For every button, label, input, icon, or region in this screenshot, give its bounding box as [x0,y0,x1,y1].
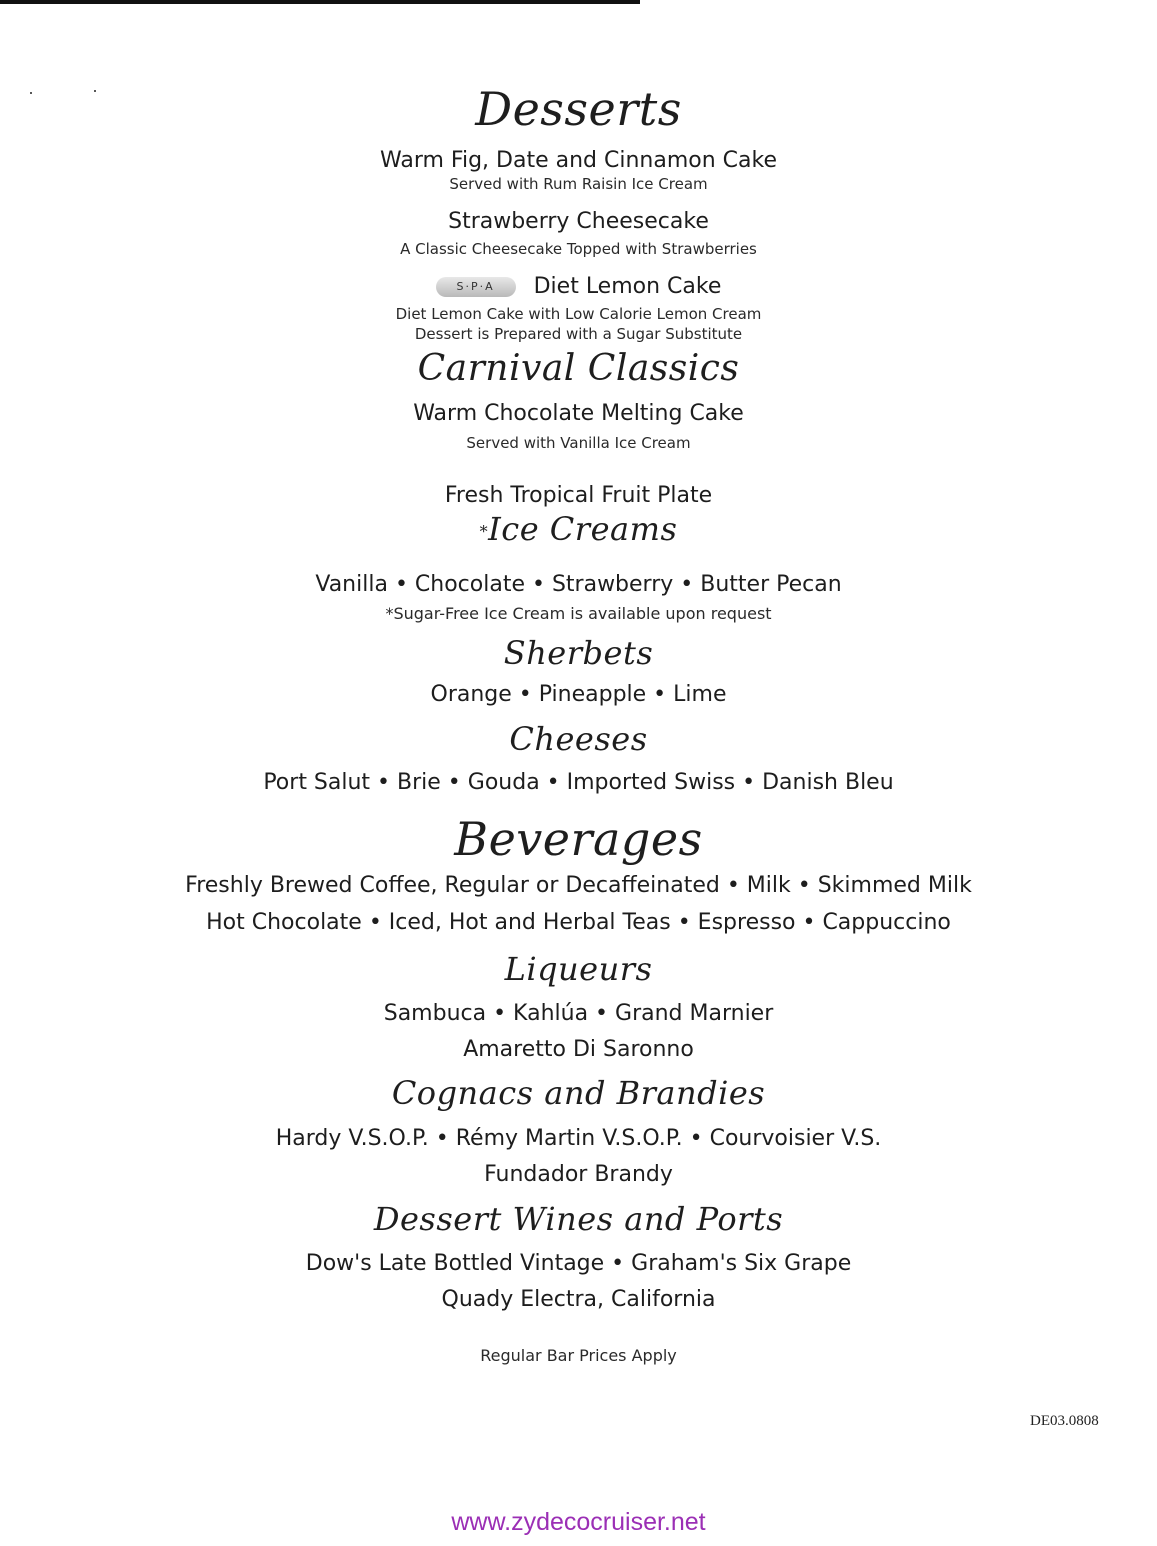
beverage-list-1: Freshly Brewed Coffee, Regular or Decaffeinated • Milk • Skimmed Milk [185,873,972,898]
cognac-list-1: Hardy V.S.O.P. • Rémy Martin V.S.O.P. • Courvoisier V.S. [275,1126,882,1151]
classic-item-desc: Served with Vanilla Ice Cream [466,434,691,452]
wine-list-1: Dow's Late Bottled Vintage • Graham's Six Grape [305,1251,852,1276]
dessert-item-desc-secondary: Dessert is Prepared with a Sugar Substitute [414,325,743,343]
heading-cheeses: Cheeses [509,720,648,758]
heading-liqueurs: Liqueurs [504,950,653,988]
dessert-item-desc: Diet Lemon Cake with Low Calorie Lemon Cream [395,305,762,323]
menu-code: DE03.0808 [1030,1413,1099,1429]
bar-prices-note: Regular Bar Prices Apply [480,1346,677,1365]
site-watermark: www.zydecocruiser.net [451,1508,706,1536]
classic-item-name: Fresh Tropical Fruit Plate [444,483,713,508]
ice-cream-flavors: Vanilla • Chocolate • Strawberry • Butter Pecan [315,572,842,597]
heading-beverages: Beverages [454,812,703,866]
dessert-item-desc: A Classic Cheesecake Topped with Strawberries [400,240,757,258]
sherbet-flavors: Orange • Pineapple • Lime [430,682,727,707]
spa-logo: S·P·A [436,277,516,297]
heading-sherbets: Sherbets [503,634,654,672]
dessert-item-name: Strawberry Cheesecake [448,209,709,234]
star-marker: * [479,522,489,541]
dessert-item-name: Warm Fig, Date and Cinnamon Cake [380,148,777,173]
dessert-item-name: Diet Lemon Cake [533,274,722,299]
dessert-item-diet-lemon [0,274,1157,299]
cognac-list-2: Fundador Brandy [484,1162,673,1187]
dessert-item-desc: Served with Rum Raisin Ice Cream [449,175,708,193]
heading-ice-creams-text: Ice Creams [488,510,678,548]
heading-dessert-wines-ports: Dessert Wines and Ports [373,1200,784,1238]
heading-cognacs-brandies: Cognacs and Brandies [391,1074,766,1112]
heading-carnival-classics: Carnival Classics [417,348,740,389]
wine-list-2: Quady Electra, California [441,1287,716,1312]
liqueur-list-2: Amaretto Di Saronno [463,1037,694,1062]
liqueur-list-1: Sambuca • Kahlúa • Grand Marnier [383,1001,774,1026]
beverage-list-2: Hot Chocolate • Iced, Hot and Herbal Teas • Espresso • Cappuccino [206,910,951,935]
heading-desserts: Desserts [475,82,682,136]
cheese-list: Port Salut • Brie • Gouda • Imported Swiss • Danish Bleu [263,770,894,795]
classic-item-name: Warm Chocolate Melting Cake [413,401,744,426]
ice-cream-note: *Sugar-Free Ice Cream is available upon request [385,604,772,623]
heading-ice-creams [0,510,1157,548]
